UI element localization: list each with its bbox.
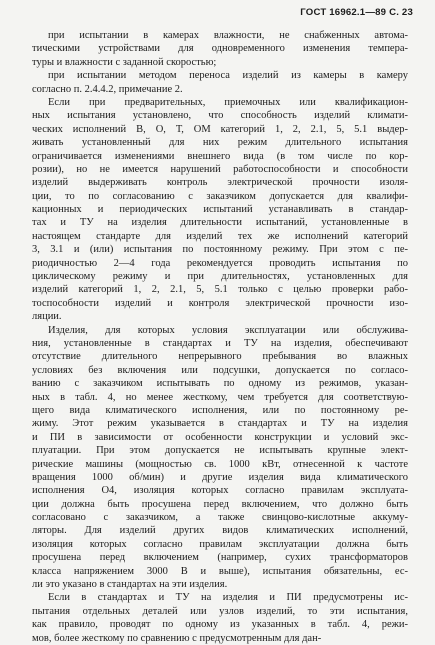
text-line: тоспособности изделий и контроля электрической прочности изо- — [32, 297, 408, 309]
text-line: ции, то по согласованию с заказчиком допускается для квалифи- — [32, 190, 408, 202]
text-line: щего вида климатического исполнения, или по постоянному ре- — [32, 404, 408, 416]
text-line: тическими устройствами для одновременного изменения темпера- — [32, 43, 408, 55]
text-line: отсутствие длительного непрерывного пребывания во влажных — [32, 351, 408, 363]
text-line: изоляция которых согласно правилам эксплуатации должна быть — [32, 538, 408, 550]
text-line: и ПИ в зависимости от особенности конструкции и условий экс- — [32, 431, 408, 443]
text-line: согласно п. 2.4.4.2, примечание 2. — [32, 83, 183, 95]
text-line: как правило, проводят по одному из указанных в табл. 4, режи- — [32, 619, 408, 631]
text-line: вращения 1000 об/мин) и другие изделия вида климатического — [32, 471, 408, 483]
text-line: плуатации. При этом допускается не испытывать крупные элект- — [32, 445, 408, 457]
text-line: условиях без включения или подсушки, допускается по согласо- — [32, 364, 408, 376]
text-line: ли это указано в стандартах на эти изделия. — [32, 579, 228, 591]
paragraph — [32, 591, 408, 645]
text-line: ции должна быть просушена перед включением, что должно быть — [32, 498, 408, 510]
text-line: ных в табл. 4, но менее жесткому, чем требуется для соответствую- — [32, 391, 408, 403]
text-line: ограничивается изменениями внешнего вида (в том числе по кор- — [32, 150, 408, 162]
text-line: кационных и периодических испытаний устанавливать в стандар- — [32, 204, 408, 216]
paragraph — [32, 29, 408, 69]
text-line: изделий выдерживать контроль электрической прочности изоля- — [32, 177, 408, 189]
text-line: жиму. Этот режим указывается в стандартах и ТУ на изделия — [32, 418, 408, 430]
paragraph — [32, 69, 408, 96]
text-line: риодичностью 2—4 года рекомендуется проводить испытания по — [32, 257, 408, 269]
text-line: 3, 3.1 и (или) испытания по постоянному режиму. При этом с пе- — [32, 244, 408, 256]
paragraph — [32, 324, 408, 592]
text-line: пытания отдельных деталей или узлов изделий, то эти испытания, — [32, 605, 408, 617]
text-line: изделий категорий 1, 2, 2.1, 5, 5.1 только с целью проверки рабо- — [32, 284, 408, 296]
text-line: класса напряжением 3000 В и выше), испытания обязательны, ес- — [32, 565, 408, 577]
text-line: настоящем стандарте для изделий тех же исполнений категорий — [32, 230, 408, 242]
text-line: ляции. — [32, 311, 62, 323]
text-line: ния, установленные в стандартах и ТУ на изделия, обеспечивают — [32, 337, 408, 349]
text-line: Изделия, для которых условия эксплуатации или обслужива- — [48, 324, 408, 336]
text-line: при испытании в камерах влажности, не снабженных автома- — [48, 30, 408, 41]
body-text — [32, 29, 408, 645]
text-line: Если при предварительных, приемочных или квалификацион- — [48, 96, 408, 108]
page-header: ГОСТ 16962.1—89 С. 23 — [300, 7, 413, 18]
text-line: исполнения О4, изоляция которых согласно правилам эксплуата- — [32, 485, 408, 497]
text-line: туры и влажности с заданной скоростью; — [32, 56, 217, 68]
text-line: Если в стандартах и ТУ на изделия и ПИ предусмотрены ис- — [48, 592, 408, 604]
text-line: розии), но не имеется нарушений работоспособности и способности — [32, 163, 408, 175]
text-line: ных испытания установлено, что способность изделий климати- — [32, 110, 408, 122]
text-line: согласовано с заказчиком, а также свинцово-кислотные аккуму- — [32, 512, 408, 524]
text-line: просушена перед включением (например, сухих трансформаторов — [32, 552, 408, 564]
text-line: мов, более жесткому по сравнению с предусмотренным для дан- — [32, 632, 322, 644]
text-line: ванию с заказчиком испытывать по одному из режимов, указан- — [32, 378, 408, 390]
text-line: ляторы. Для изделий других видов климатических исполнений, — [32, 525, 408, 537]
text-line: живать установленный для них режим длительного испытания — [32, 137, 408, 149]
text-line: тах и ТУ на изделия длительности испытаний, установленные в — [32, 217, 408, 229]
text-line: ческих исполнений В, О, Т, ОМ категорий 1, 2, 2.1, 5, 5.1 выдер- — [32, 123, 408, 135]
text-line: при испытании методом переноса изделий из камеры в камеру — [48, 70, 408, 82]
text-line: рические машины (мощностью св. 1000 кВт, отнесенной к частоте — [32, 458, 408, 470]
paragraph — [32, 96, 408, 324]
text-line: циклическому режиму и при длительностях, установленных для — [32, 271, 408, 283]
